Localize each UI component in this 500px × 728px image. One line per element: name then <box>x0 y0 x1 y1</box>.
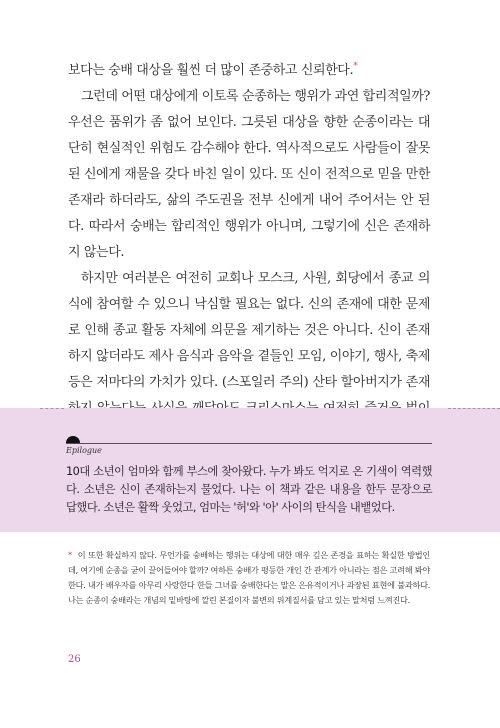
page-number: 26 <box>68 654 81 665</box>
epilogue-label: Epilogue <box>66 446 102 455</box>
paragraph-1-text: 보다는 숭배 대상을 훨씬 더 많이 존중하고 신뢰한다. <box>68 63 354 78</box>
epilogue-dashed-border-right <box>448 408 500 409</box>
main-body-text <box>68 58 430 448</box>
epilogue-text: 10대 소년이 엄마와 함께 부스에 찾아왔다. 누가 봐도 억지로 온 기색이 역력했다. 소년은 신이 존재하는지 물었다. 나는 이 책과 같은 내용을 한두 문장으로 답했다. 소년은 활짝 웃었고, 엄마는 '허'와 '아' 사이의 탄식을 내뱉었다. <box>66 465 432 514</box>
epilogue-dashed-border-left <box>40 408 64 409</box>
footnote-reference-mark[interactable]: * <box>353 61 358 72</box>
half-circle-icon <box>66 436 80 443</box>
paragraph-2: 그런데 어떤 대상에게 이토록 순종하는 행위가 과연 합리적일까? 우선은 품위가 좀 없어 보인다. 그릇된 대상을 향한 순종이라는 대단히 현실적인 위험도 감수해야 한다. 역사적으로도 사람들이 잘못된 신에게 재물을 갖다 바친 일이 있다. 또 신이 전적으로 믿을 만한 존재라 하더라도, 삶의 주도권을 전부 신에게 내어 주어서는 안 된다. 따라서 숭배는 합리적인 행위가 아니며, 그렇기에 신은 존재하지 않는다. <box>68 89 430 260</box>
footnote <box>68 548 430 608</box>
paragraph-3: 하지만 여러분은 여전히 교회나 모스크, 사원, 회당에서 종교 의식에 참여할 수 있으니 낙심할 필요는 없다. 신의 존재에 대한 문제로 인해 종교 활동 자체에 의문을 제기하는 것은 아니다. 신이 존재하지 않더라도 제사 음식과 음악을 곁들인 모임, 이야기, 행사, 축제 등은 저마다의 가치가 있다. (스포일러 주의) 산타 할아버지가 존재 <box>68 271 430 390</box>
footnote-text: 이 또한 확실하지 않다. 무언가를 숭배하는 행위는 대상에 대한 매우 깊은 존경을 표하는 확실한 방법인데, 여기에 순종을 굳이 끌어들어야 할까? 여하튼 숭배가 평등한 개인 간 관계가 아니라는 점은 고려해 봐야 한다. 내가 배우자를 아무리 사랑한다 한들 그녀를 숭배한다는 말은 은유적이거나 과장된 표현에 불과하다. 나는 순종이 숭배라는 개념의 밑바탕에 깔린 본질이자 불변의 위계질서를 담고 있는 말처럼 느껴진다. <box>68 550 430 605</box>
footnote-marker: * <box>68 550 72 560</box>
epilogue-divider <box>66 443 432 444</box>
paragraph-1 <box>68 58 430 84</box>
